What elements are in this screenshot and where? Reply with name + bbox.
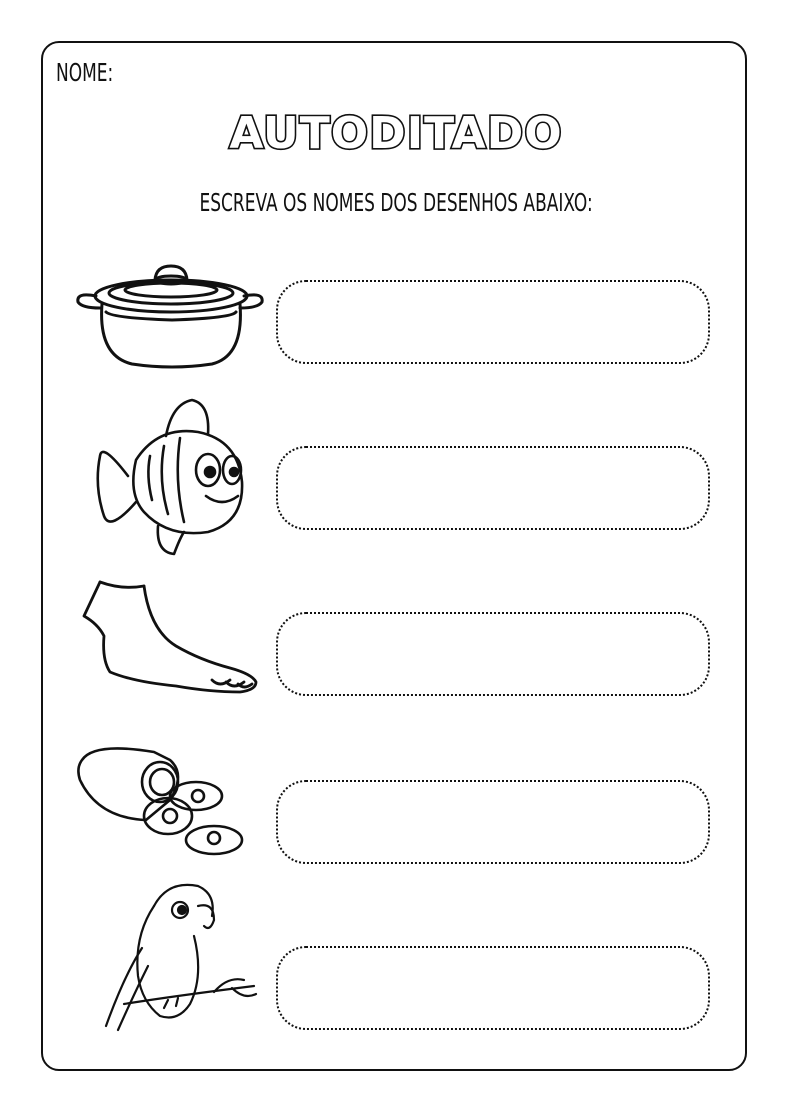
name-label: NOME: [56,58,114,87]
answer-box-1[interactable] [276,280,710,364]
answer-box-5[interactable] [276,946,710,1030]
svg-text:AUTODITADO: AUTODITADO [229,108,563,159]
answer-box-4[interactable] [276,780,710,864]
parrot-icon [94,876,262,1036]
cucumber-icon [74,740,250,860]
foot-icon [80,576,260,698]
instruction-text: ESCREVA OS NOMES DOS DESENHOS ABAIXO: [199,188,593,217]
answer-box-3[interactable] [276,612,710,696]
worksheet-title [200,100,592,164]
cooking-pot-icon [72,256,268,374]
answer-box-2[interactable] [276,446,710,530]
fish-icon [88,396,248,558]
